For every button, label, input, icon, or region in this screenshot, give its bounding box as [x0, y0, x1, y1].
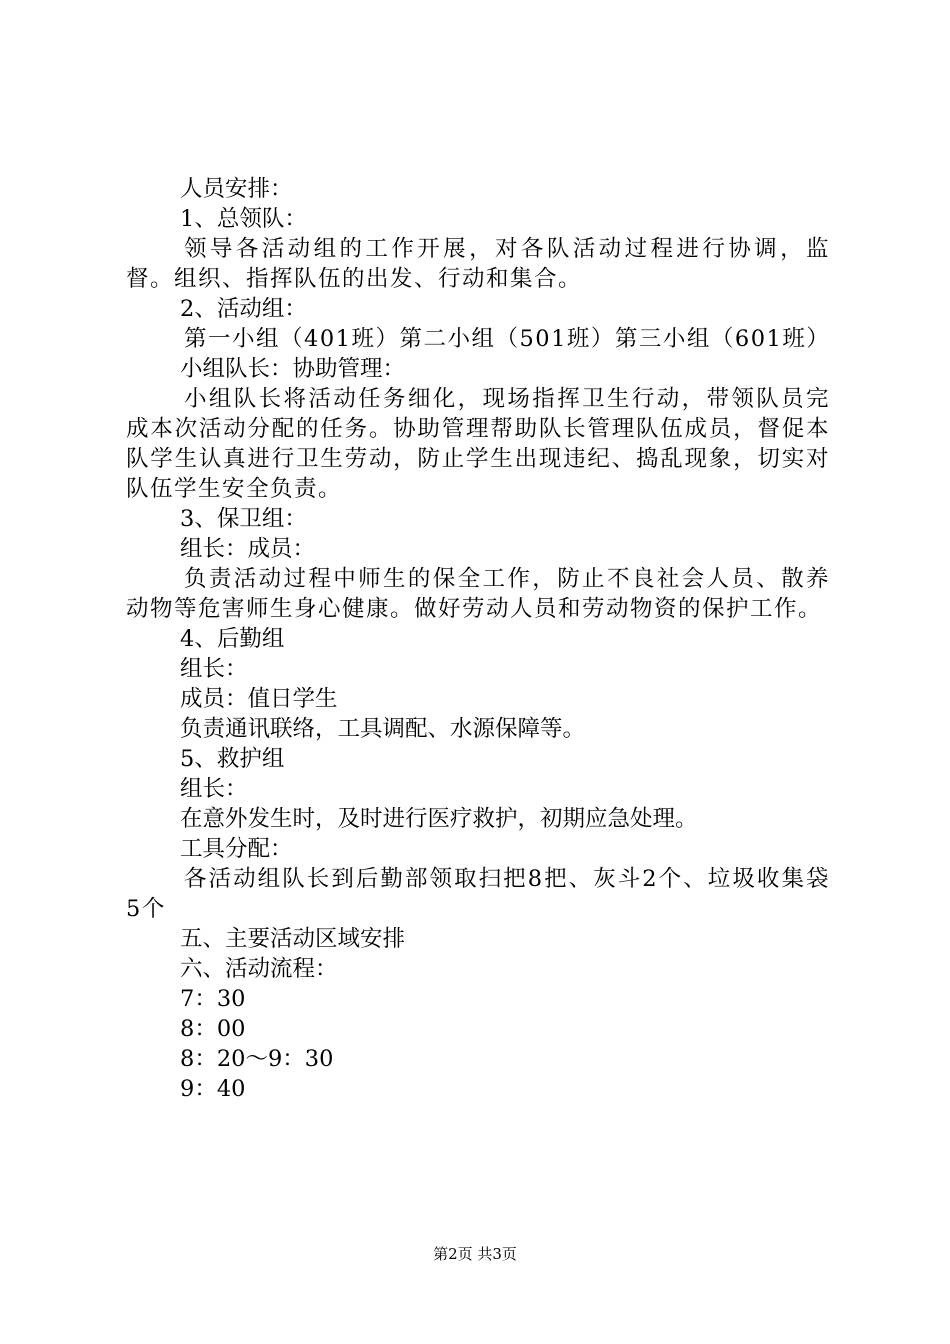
logistics-leader: 组长：: [180, 656, 248, 682]
rescue-description: 在意外发生时，及时进行医疗救护，初期应急处理。: [180, 806, 698, 832]
security-description: 负责活动过程中师生的保全工作，防止不良社会人员、散养动物等危害师生身心健康。做好劳动人员和劳动物资的保护工作。: [126, 566, 830, 622]
area-heading: 五、主要活动区域安排: [180, 926, 406, 952]
tools-description: 各活动组队长到后勤部领取扫把8把、灰斗2个、垃圾收集袋5个: [126, 866, 830, 922]
leader-heading: 1、总领队：: [180, 206, 307, 232]
time-item: 8：00: [180, 1016, 246, 1042]
logistics-heading: 4、后勤组: [180, 626, 285, 652]
team-leader-heading: 小组队长：协助管理：: [180, 356, 406, 382]
security-members: 组长：成员：: [180, 536, 316, 562]
time-item: 7：30: [180, 986, 246, 1012]
logistics-description: 负责通讯联络，工具调配、水源保障等。: [180, 716, 586, 742]
time-item: 9：40: [180, 1076, 246, 1102]
staff-heading: 人员安排：: [180, 176, 293, 202]
groups-line: 第一小组（401班）第二小组（501班）第三小组（601班）: [184, 326, 831, 352]
tools-heading: 工具分配：: [180, 836, 293, 862]
team-leader-description: 小组队长将活动任务细化，现场指挥卫生行动，带领队员完成本次活动分配的任务。协助管理帮助队长管理队伍成员，督促本队学生认真进行卫生劳动，防止学生出现违纪、捣乱现象，切实对队伍学生安全负责。: [126, 386, 830, 502]
rescue-leader: 组长：: [180, 776, 248, 802]
leader-description: 领导各活动组的工作开展，对各队活动过程进行协调，监督。组织、指挥队伍的出发、行动和集合。: [126, 236, 830, 292]
rescue-heading: 5、救护组: [180, 746, 285, 772]
page-footer: 第2页 共3页: [433, 1245, 517, 1263]
logistics-members: 成员：值日学生: [180, 686, 338, 712]
flow-heading: 六、活动流程：: [180, 956, 338, 982]
document-body: [126, 174, 830, 1104]
time-item: 8：20～9：30: [180, 1046, 334, 1072]
security-heading: 3、保卫组：: [180, 506, 307, 532]
activity-group-heading: 2、活动组：: [180, 296, 307, 322]
